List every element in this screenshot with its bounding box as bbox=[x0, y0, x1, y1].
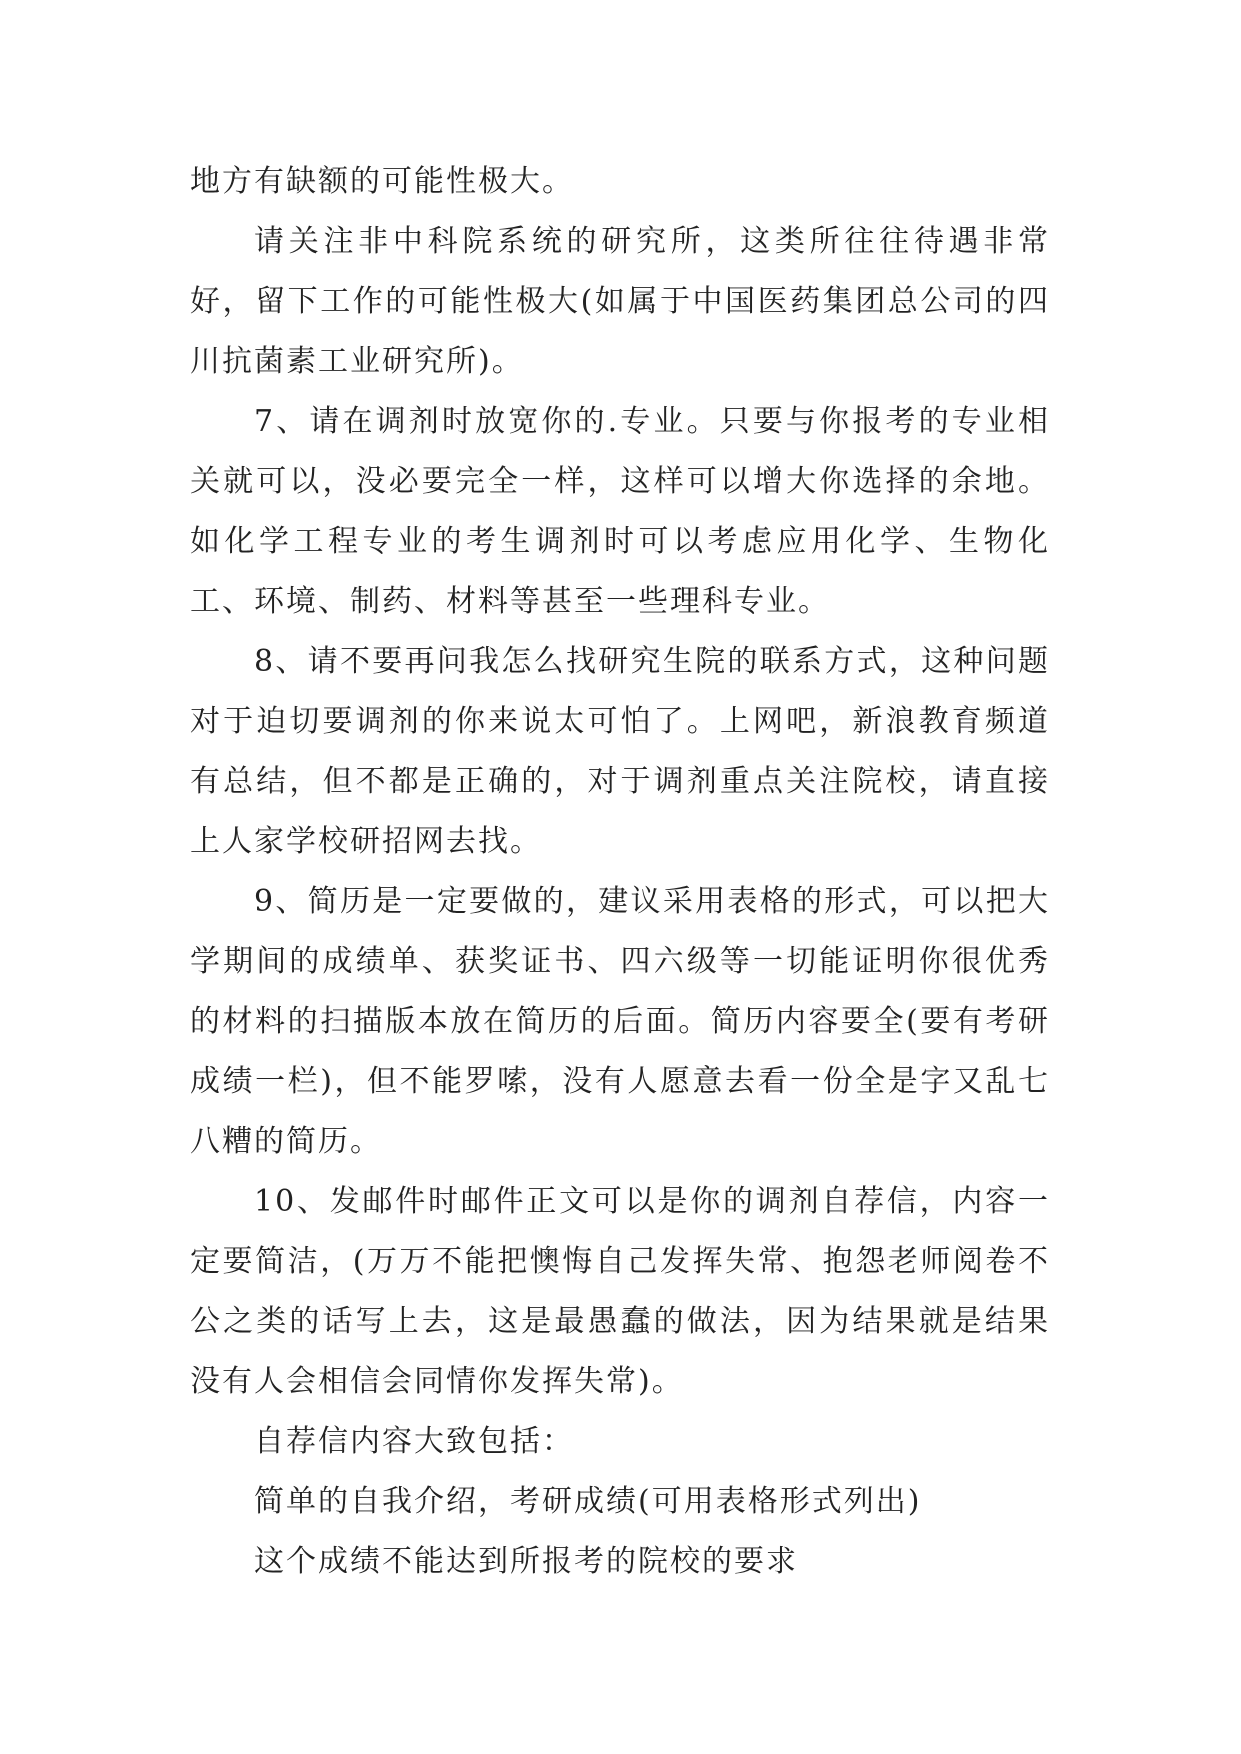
paragraph-continuation: 地方有缺额的可能性极大。 bbox=[190, 164, 574, 199]
paragraph-research-institutes: 请关注非中科院系统的研究所，这类所往往待遇非常好，留下工作的可能性极大(如属于中国医药集团总公司的四川抗菌素工业研究所)。 bbox=[190, 224, 1050, 379]
paragraph-score-requirement: 这个成绩不能达到所报考的院校的要求 bbox=[254, 1544, 798, 1579]
paragraph-letter-intro: 自荐信内容大致包括： bbox=[254, 1424, 574, 1459]
paragraph-item-10: 10、发邮件时邮件正文可以是你的调剂自荐信，内容一定要简洁，(万万不能把懊悔自己发挥失常、抱怨老师阅卷不公之类的话写上去，这是最愚蠢的做法，因为结果就是结果没有人会相信会同情你发挥失常)。 bbox=[190, 1184, 1050, 1399]
paragraph-self-introduction: 简单的自我介绍，考研成绩(可用表格形式列出) bbox=[254, 1484, 922, 1519]
paragraph-item-8: 8、请不要再问我怎么找研究生院的联系方式，这种问题对于迫切要调剂的你来说太可怕了。上网吧，新浪教育频道有总结，但不都是正确的，对于调剂重点关注院校，请直接上人家学校研招网去找。 bbox=[190, 644, 1050, 859]
paragraph-item-7: 7、请在调剂时放宽你的.专业。只要与你报考的专业相关就可以，没必要完全一样，这样可以增大你选择的余地。如化学工程专业的考生调剂时可以考虑应用化学、生物化工、环境、制药、材料等甚至一些理科专业。 bbox=[190, 404, 1050, 619]
paragraph-item-9: 9、简历是一定要做的，建议采用表格的形式，可以把大学期间的成绩单、获奖证书、四六级等一切能证明你很优秀的材料的扫描版本放在简历的后面。简历内容要全(要有考研成绩一栏)，但不能罗嗦，没有人愿意去看一份全是字又乱七八糟的简历。 bbox=[190, 884, 1050, 1159]
